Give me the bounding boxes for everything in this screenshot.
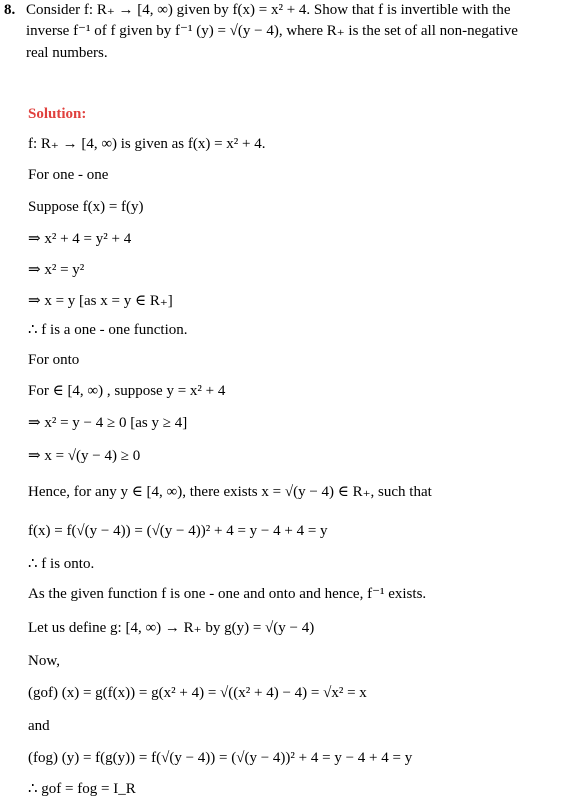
- solution-line: ⇒ x² + 4 = y² + 4: [28, 231, 132, 247]
- solution-line: ⇒ x = √(y − 4) ≥ 0: [28, 448, 141, 464]
- question-text-1: Consider f: R₊ → [4, ∞) given by f(x) = x² + 4. Show that f is invertible with the: [26, 2, 511, 18]
- question-number: 8.: [4, 2, 16, 18]
- solution-line: ∴ gof = fog = I_R: [28, 781, 136, 797]
- solution-heading: Solution:: [28, 106, 87, 122]
- solution-line: f: R₊ → [4, ∞) is given as f(x) = x² + 4.: [28, 136, 266, 152]
- solution-line: ⇒ x = y [as x = y ∈ R₊]: [28, 293, 173, 309]
- solution-line: f(x) = f(√(y − 4)) = (√(y − 4))² + 4 = y − 4 + 4 = y: [28, 523, 328, 539]
- solution-line: Now,: [28, 653, 60, 669]
- question-line-2: inverse f⁻¹ of f given by f⁻¹ (y) = √(y − 4), where R₊ is the set of all non-negative: [26, 23, 518, 39]
- solution-line: Let us define g: [4, ∞) → R₊ by g(y) = √(y − 4): [28, 620, 315, 636]
- solution-line: (gof) (x) = g(f(x)) = g(x² + 4) = √((x² + 4) − 4) = √x² = x: [28, 685, 367, 701]
- solution-line: (fog) (y) = f(g(y)) = f(√(y − 4)) = (√(y − 4))² + 4 = y − 4 + 4 = y: [28, 750, 413, 766]
- solution-line: For onto: [28, 352, 80, 368]
- solution-line: For ∈ [4, ∞) , suppose y = x² + 4: [28, 383, 226, 399]
- solution-line: ⇒ x² = y²: [28, 262, 85, 278]
- solution-line: and: [28, 718, 50, 734]
- solution-line: ⇒ x² = y − 4 ≥ 0 [as y ≥ 4]: [28, 415, 188, 431]
- question-line-3: real numbers.: [26, 45, 108, 61]
- solution-line: ∴ f is a one - one function.: [28, 322, 188, 338]
- solution-line: ∴ f is onto.: [28, 556, 95, 572]
- solution-line: Suppose f(x) = f(y): [28, 199, 144, 215]
- question-line-1: [4, 0, 511, 20]
- solution-line: As the given function f is one - one and onto and hence, f⁻¹ exists.: [28, 586, 427, 602]
- solution-line: Hence, for any y ∈ [4, ∞), there exists x = √(y − 4) ∈ R₊, such that: [28, 484, 432, 500]
- solution-line: For one - one: [28, 167, 109, 183]
